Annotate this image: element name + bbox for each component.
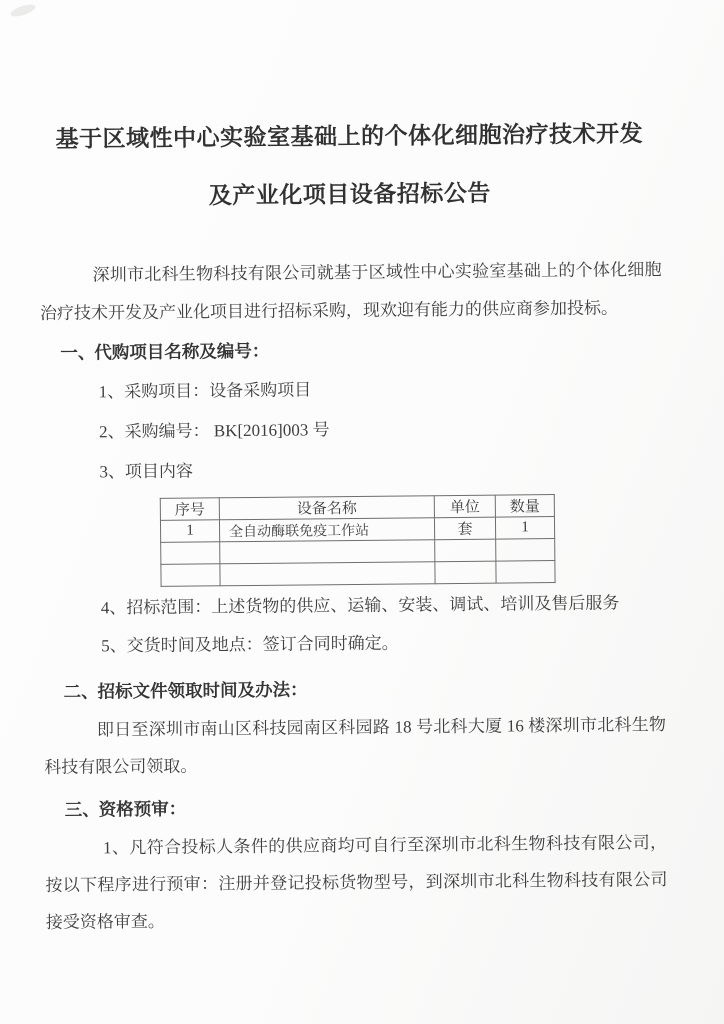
cell-serial: 1 (160, 520, 219, 543)
section-2-marker: 二、 (63, 681, 99, 702)
intro-paragraph: 深圳市北科生物科技有限公司就基于区域性中心实验室基础上的个体化细胞治疗技术开发及产业化项目进行招标采购，现欢迎有能力的供应商参加投标。 (39, 260, 662, 323)
header-cell-serial: 序号 (160, 498, 219, 521)
cell-quantity (496, 561, 555, 584)
cell-unit: 套 (434, 517, 495, 540)
cell-name (220, 540, 435, 564)
prequalification-paragraph: 1、凡符合投标人条件的供应商均可自行至深圳市北科生物科技有限公司，按以下程序进行预审：注册并登记投标货物型号，到深圳市北科生物科技有限公司接受资格审查。 (45, 833, 668, 932)
header-cell-unit: 单位 (434, 495, 495, 518)
project-content-item: 3、项目内容 (99, 461, 194, 482)
header-cell-quantity: 数量 (495, 495, 554, 518)
procurement-number-item: 2、采购编号： BK[2016]003 号 (99, 420, 330, 442)
delivery-time-item: 5、交货时间及地点：签订合同时确定。 (101, 633, 399, 656)
section-3-heading (45, 784, 667, 830)
cell-quantity: 1 (495, 517, 554, 540)
section-2-heading (43, 666, 665, 712)
section-1-heading-text: 代购项目名称及编号： (94, 340, 270, 363)
document-title-line1: 基于区域性中心实验室基础上的个体化细胞治疗技术开发 (55, 121, 644, 152)
equipment-table (160, 494, 556, 587)
section-2-heading-text: 招标文件领取时间及办法： (97, 679, 308, 702)
document-title-line2: 及产业化项目设备招标公告 (208, 180, 491, 209)
section-3-marker: 三、 (64, 799, 100, 820)
cell-name: 全自动酶联免疫工作站 (219, 518, 434, 542)
equipment-table-row-empty (161, 561, 555, 587)
scan-smudge-artifact (9, 2, 37, 19)
document-content (38, 105, 668, 941)
procurement-project-item: 1、采购项目：设备采购项目 (98, 380, 312, 402)
cell-quantity (496, 539, 555, 562)
section-1-marker: 一、 (60, 342, 96, 363)
cell-name (220, 562, 435, 586)
cell-serial (161, 564, 220, 587)
cell-unit (435, 561, 496, 584)
document-collection-paragraph: 即日至深圳市南山区科技园南区科园路 18 号北科大厦 16 楼深圳市北科生物科技有限公司领取。 (44, 715, 667, 777)
section-3-heading-text: 资格预审： (98, 798, 187, 820)
section-1-heading (40, 327, 662, 373)
cell-unit (435, 539, 496, 562)
bid-scope-item: 4、招标范围：上述货物的供应、运输、安装、调试、培训及售后服务 (100, 593, 620, 618)
cell-serial (161, 542, 220, 565)
header-cell-name: 设备名称 (219, 496, 434, 520)
